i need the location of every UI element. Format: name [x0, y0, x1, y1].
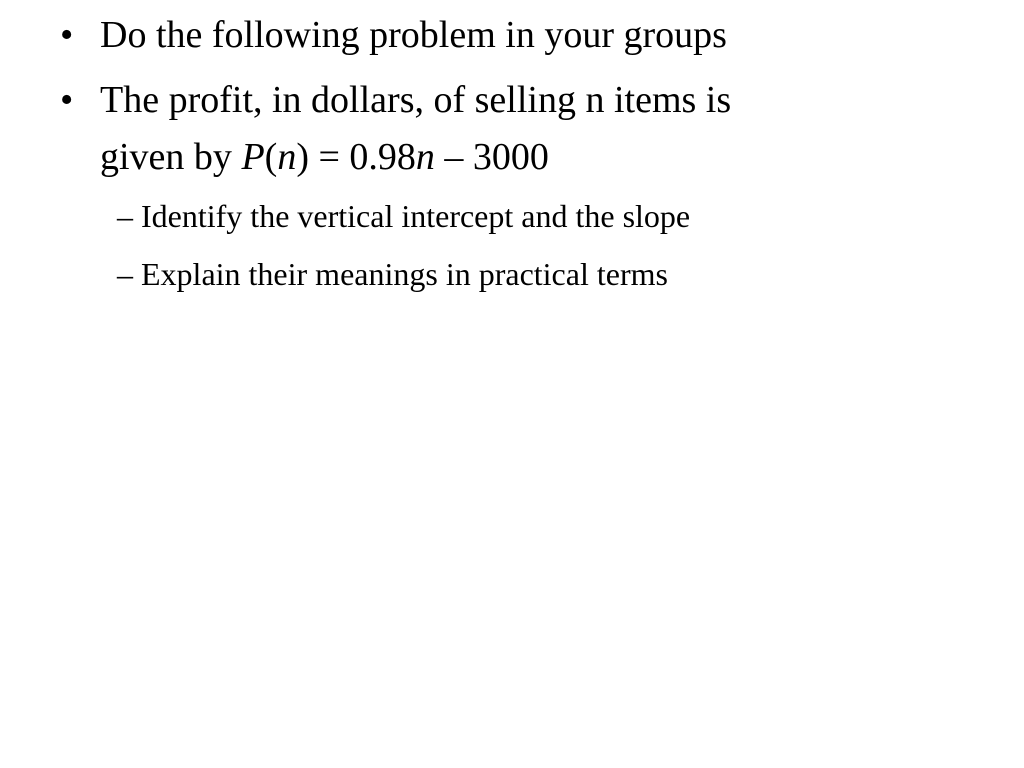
- bullet-marker: •: [60, 79, 74, 121]
- bullet-item-1: [60, 7, 960, 64]
- sub-bullet-2: – Explain their meanings in practical terms: [117, 256, 668, 292]
- bullet-text-2-prefix: given by: [100, 136, 242, 178]
- function-name: P: [241, 136, 265, 178]
- equation-variable: n: [415, 136, 435, 178]
- function-variable: n: [277, 136, 297, 178]
- bullet-text-1: Do the following problem in your groups: [100, 14, 727, 56]
- bullet-text-2-line1: The profit, in dollars, of selling n items is: [100, 79, 732, 121]
- equation-middle: ) = 0.98: [296, 136, 416, 178]
- bullet-item-2: [60, 72, 960, 186]
- sub-bullet-1: – Identify the vertical intercept and the slope: [117, 198, 691, 234]
- equation-suffix: – 3000: [434, 136, 549, 178]
- paren-open: (: [264, 136, 278, 178]
- bullet-text-2: [100, 72, 960, 186]
- bullet-marker: •: [60, 14, 74, 56]
